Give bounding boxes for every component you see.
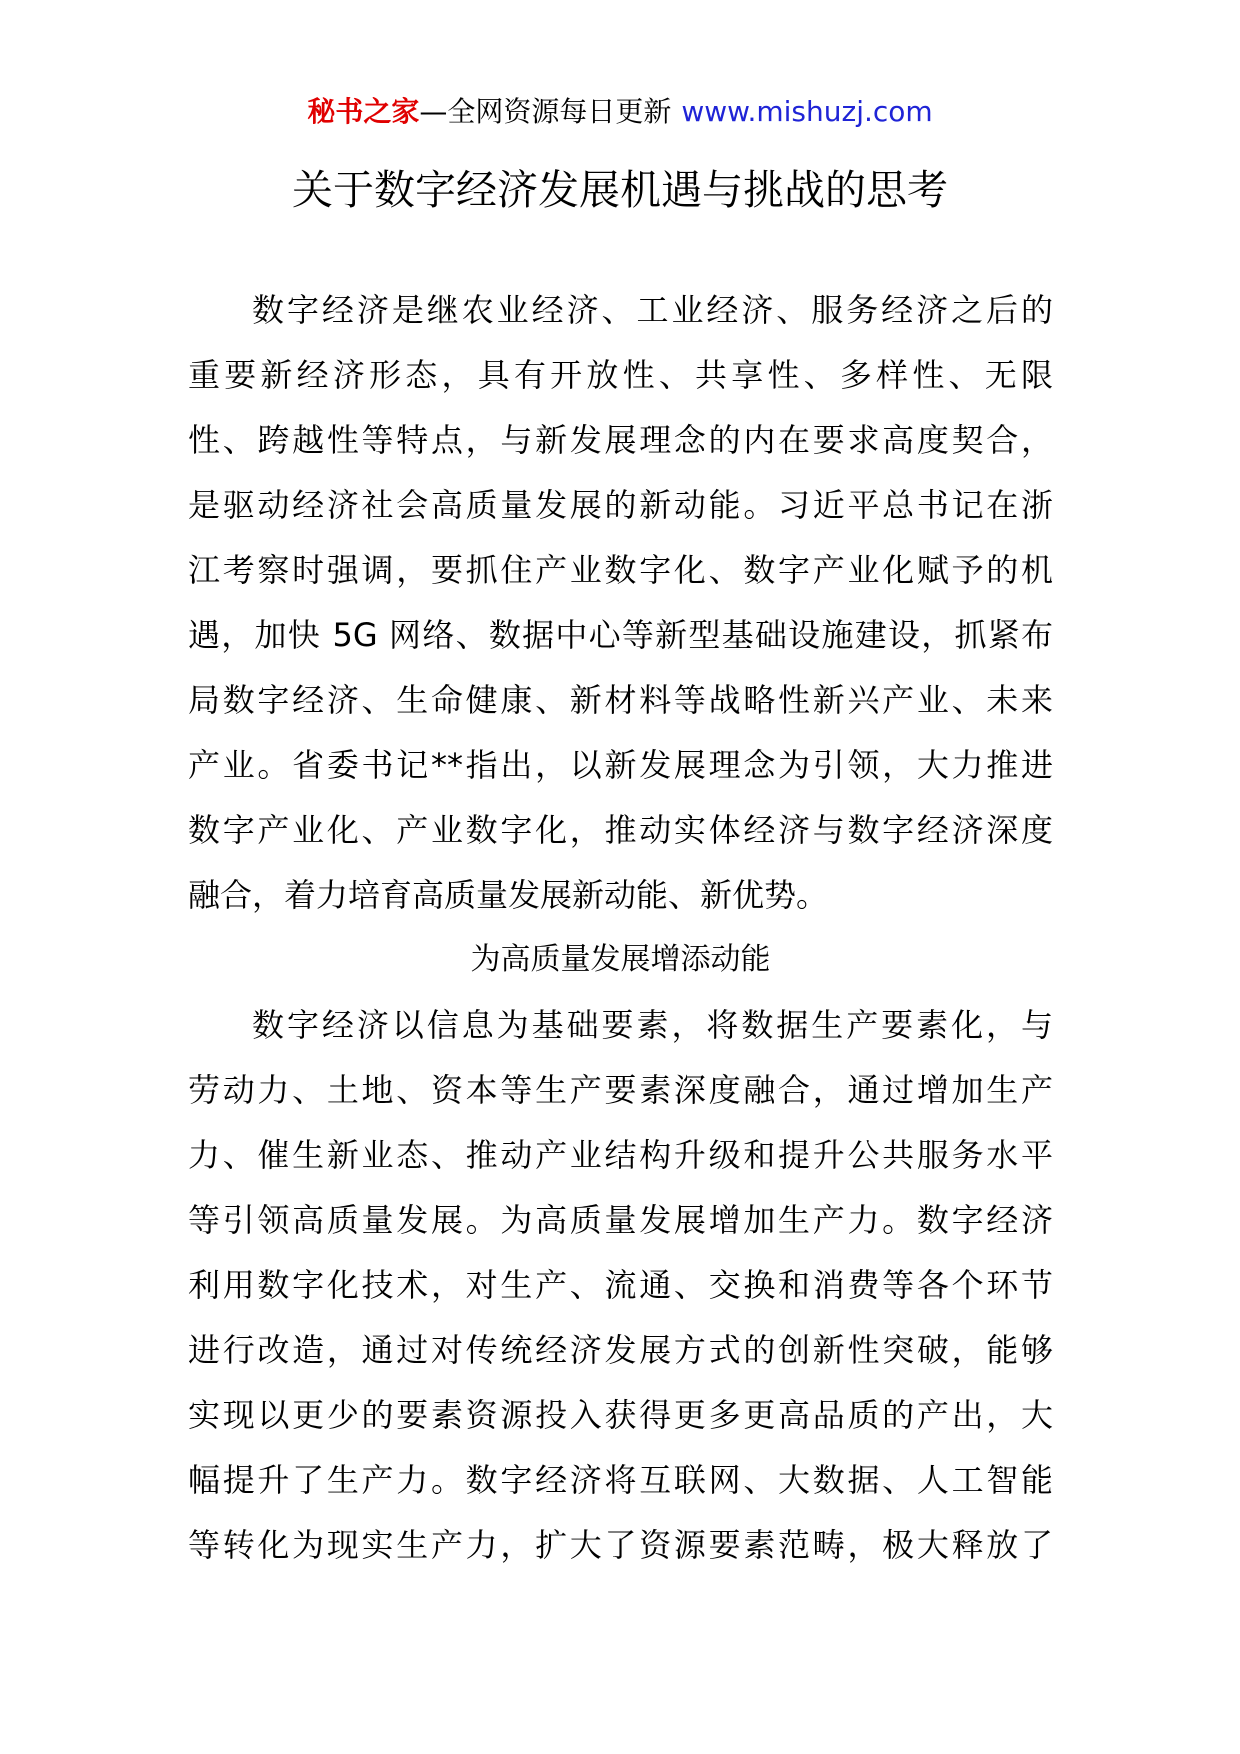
paragraph-line: 产业。省委书记**指出，以新发展理念为引领，大力推进 bbox=[188, 746, 1053, 784]
paragraph-line: 遇，加快 5G 网络、数据中心等新型基础设施建设，抓紧布 bbox=[188, 616, 1053, 654]
paragraph-line: 局数字经济、生命健康、新材料等战略性新兴产业、未来 bbox=[188, 681, 1053, 719]
paragraph-line: 是驱动经济社会高质量发展的新动能。习近平总书记在浙 bbox=[188, 486, 1053, 524]
paragraph-line: 数字经济以信息为基础要素，将数据生产要素化，与 bbox=[252, 1006, 1053, 1044]
paragraph-line: 等转化为现实生产力，扩大了资源要素范畴，极大释放了 bbox=[188, 1526, 1053, 1564]
brand-name: 秘书之家 bbox=[307, 95, 420, 128]
paragraph-line: 江考察时强调，要抓住产业数字化、数字产业化赋予的机 bbox=[188, 551, 1053, 589]
document-title: 关于数字经济发展机遇与挑战的思考 bbox=[292, 166, 948, 214]
paragraph-line: 劳动力、土地、资本等生产要素深度融合，通过增加生产 bbox=[188, 1071, 1053, 1109]
header-tagline: —全网资源每日更新 bbox=[419, 95, 672, 128]
paragraph-line: 性、跨越性等特点，与新发展理念的内在要求高度契合， bbox=[188, 421, 1053, 459]
paragraph-line: 力、催生新业态、推动产业结构升级和提升公共服务水平 bbox=[188, 1136, 1053, 1174]
paragraph-line: 融合，着力培育高质量发展新动能、新优势。 bbox=[188, 876, 829, 914]
section-heading: 为高质量发展增添动能 bbox=[470, 942, 771, 977]
website-link[interactable]: www.mishuzj.com bbox=[681, 95, 933, 128]
paragraph-line: 利用数字化技术，对生产、流通、交换和消费等各个环节 bbox=[188, 1266, 1053, 1304]
paragraph-line: 重要新经济形态，具有开放性、共享性、多样性、无限 bbox=[188, 356, 1053, 394]
paragraph-line: 数字产业化、产业数字化，推动实体经济与数字经济深度 bbox=[188, 811, 1053, 849]
page-header bbox=[0, 92, 1240, 132]
paragraph-line: 实现以更少的要素资源投入获得更多更高品质的产出，大 bbox=[188, 1396, 1053, 1434]
paragraph-line: 幅提升了生产力。数字经济将互联网、大数据、人工智能 bbox=[188, 1461, 1053, 1499]
paragraph-line: 数字经济是继农业经济、工业经济、服务经济之后的 bbox=[252, 291, 1053, 329]
paragraph-line: 进行改造，通过对传统经济发展方式的创新性突破，能够 bbox=[188, 1331, 1053, 1369]
document-body bbox=[188, 288, 1053, 1588]
paragraph-line: 等引领高质量发展。为高质量发展增加生产力。数字经济 bbox=[188, 1201, 1053, 1239]
